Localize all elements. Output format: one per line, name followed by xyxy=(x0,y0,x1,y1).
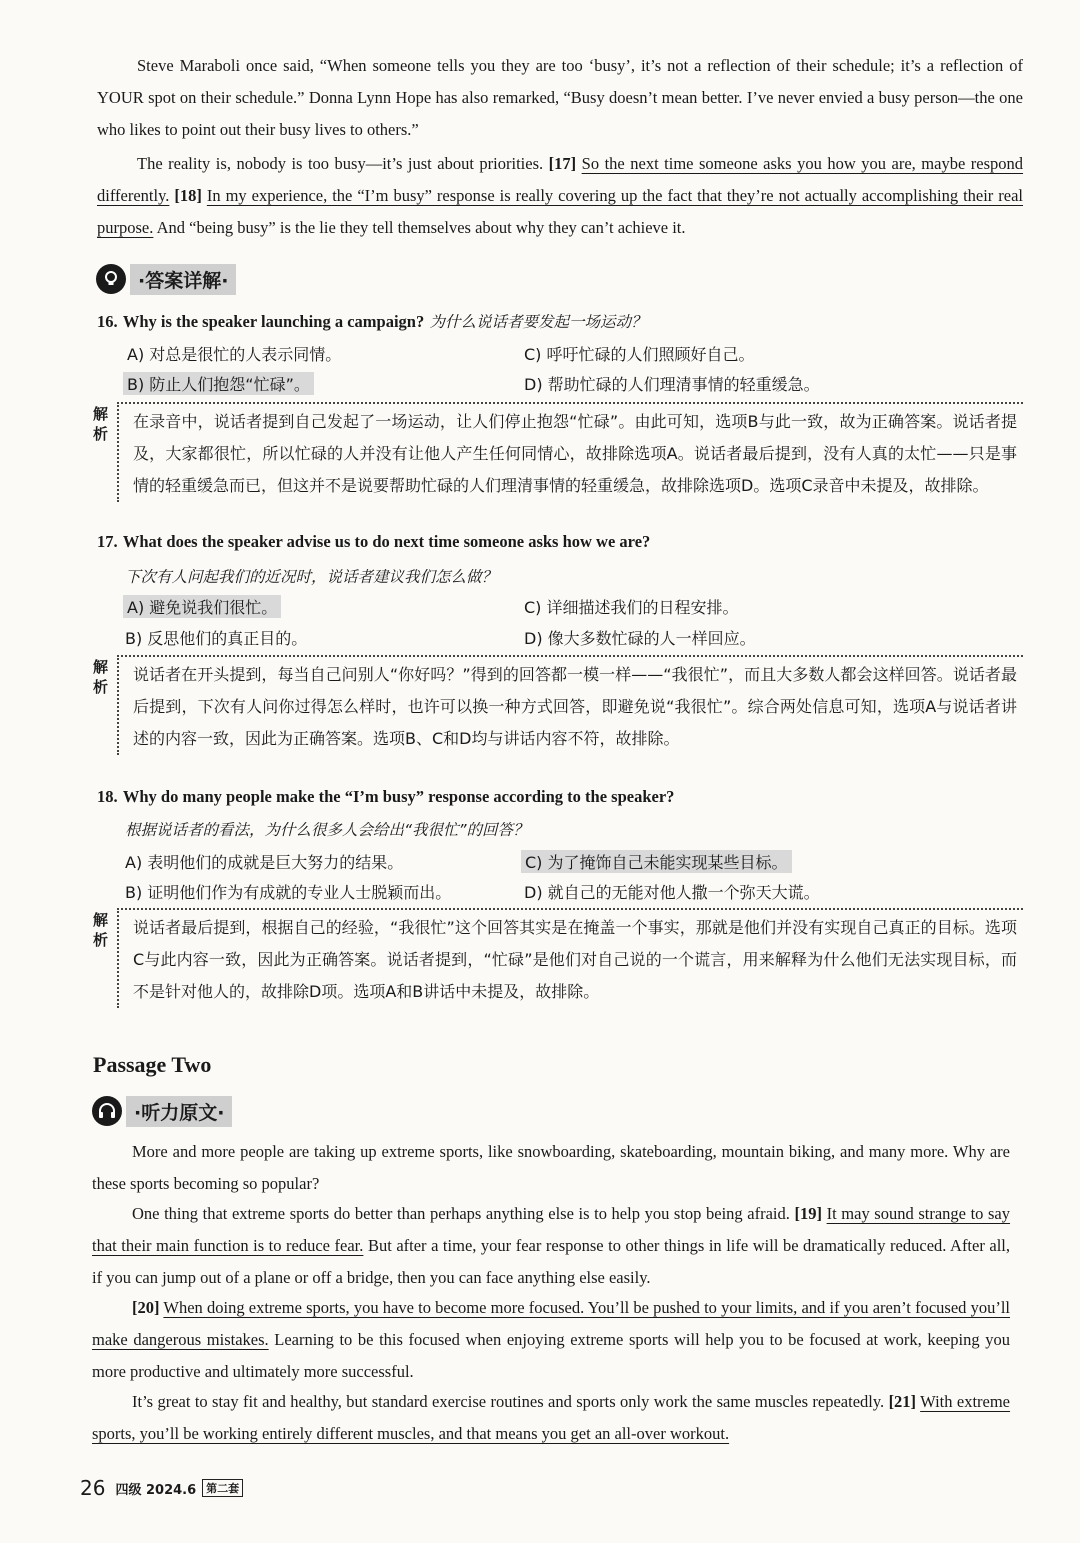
question-16-chinese: 为什么说话者要发起一场运动？ xyxy=(429,313,647,331)
q16-analysis-label: 解析 xyxy=(93,405,109,443)
answers-header-label: ·答案详解· xyxy=(130,264,236,295)
set-badge: 第二套 xyxy=(202,1479,243,1497)
underlined-19: It may sound strange to say that their main function is to reduce fear. xyxy=(92,1204,1011,1255)
q16-option-a: A) 对总是很忙的人表示同情。 xyxy=(127,345,342,364)
q16-option-d: D) 帮助忙碌的人们理清事情的轻重缓急。 xyxy=(524,375,820,394)
headphones-icon xyxy=(92,1096,122,1126)
question-17-chinese: 下次有人问起我们的近况时，说话者建议我们怎么做？ xyxy=(125,568,498,586)
question-16-english: Why is the speaker launching a campaign? xyxy=(122,312,425,331)
q16-option-b-correct: B) 防止人们抱怨“忙碌”。 xyxy=(123,372,314,395)
passage2-p3-text-b: Learning to be this focused when enjoying extreme sports will help you to be focused at work, keeping you more productive and ultimately more successful. xyxy=(92,1330,1011,1381)
q17-option-a-correct: A) 避免说我们很忙。 xyxy=(123,595,281,618)
issue-label: 四级 2024.6 xyxy=(115,1482,197,1498)
passage1-paragraph-1 xyxy=(97,50,1023,146)
question-17-number: 17. xyxy=(97,532,118,551)
page-number: 26 xyxy=(80,1476,106,1500)
question-18 xyxy=(97,787,674,807)
question-18-number: 18. xyxy=(97,787,118,806)
passage2-paragraph-3 xyxy=(92,1292,1010,1388)
passage2-paragraph-1: More and more people are taking up extreme sports, like snowboarding, skateboarding, mountain biking, and many more. Why are these sports becoming so popular? xyxy=(92,1142,1010,1193)
marker-18: [18] xyxy=(174,186,202,205)
question-18-chinese: 根据说话者的看法，为什么很多人会给出“我很忙”的回答？ xyxy=(125,821,529,839)
passage1-p2-text-a: The reality is, nobody is too busy—it’s just about priorities. xyxy=(137,154,544,173)
q18-option-c-correct: C) 为了掩饰自己未能实现某些目标。 xyxy=(521,850,792,873)
q17-analysis-label: 解析 xyxy=(93,658,109,696)
answers-section-header xyxy=(96,262,236,296)
underlined-20: When doing extreme sports, you have to become more focused. You’ll be pushed to your limits, and if you aren’t focused you’ll make dangerous mistakes. xyxy=(92,1298,1010,1349)
marker-17: [17] xyxy=(548,154,577,173)
passage2-p2-text-b: But after a time, your fear response to other things in life will be dramatically reduced. After all, if you can jump out of a plane or off a bridge, then you can face anything else easily. xyxy=(92,1236,1010,1287)
q17-analysis-text: 说话者在开头提到，每当自己问别人“你好吗？”得到的回答都一模一样——“我很忙”，而且大多数人都会这样回答。说话者最后提到，下次有人问你过得怎么样时，也许可以换一种方式回答，即避免说“我很忙”。综合两处信息可知，选项A与说话者讲述的内容一致，因此为正确答案。选项B、C和D均与讲话内容不符，故排除。 xyxy=(117,655,1023,755)
q16-analysis xyxy=(93,402,1023,530)
transcript-header-label: ·听力原文· xyxy=(126,1096,232,1127)
marker-19: [19] xyxy=(794,1204,822,1223)
q18-option-b: B) 证明他们作为有成就的专业人士脱颖而出。 xyxy=(125,883,452,902)
passage1-paragraph-2 xyxy=(97,148,1023,244)
question-16 xyxy=(97,310,646,332)
passage2-p4-text-a: It’s great to stay fit and healthy, but standard exercise routines and sports only work the same muscles repeatedly. xyxy=(132,1392,885,1411)
underlined-21: With extreme sports, you’ll be working entirely different muscles, and that means you get an all-over workout. xyxy=(92,1392,1011,1443)
question-18-english: Why do many people make the “I’m busy” response according to the speaker? xyxy=(122,787,675,806)
passage2-paragraph-2 xyxy=(92,1198,1010,1294)
question-17 xyxy=(97,532,650,552)
passage-two-title: Passage Two xyxy=(93,1052,212,1077)
passage2-paragraph-4 xyxy=(92,1386,1010,1450)
underlined-17: So the next time someone asks you how you are, maybe respond differently. xyxy=(97,154,1024,205)
q18-analysis-label: 解析 xyxy=(93,911,109,949)
question-16-number: 16. xyxy=(97,312,118,331)
passage1-p2-text-b: And “being busy” is the lie they tell themselves about why they can’t achieve it. xyxy=(156,218,686,237)
underlined-18: In my experience, the “I’m busy” response is really covering up the fact that they’re not actually accomplishing their real purpose. xyxy=(97,186,1024,237)
page-footer xyxy=(80,1476,243,1500)
question-17-english: What does the speaker advise us to do next time someone asks how we are? xyxy=(122,532,651,551)
q17-option-c: C) 详细描述我们的日程安排。 xyxy=(524,598,739,617)
lightbulb-icon xyxy=(96,264,126,294)
q16-option-c: C) 呼吁忙碌的人们照顾好自己。 xyxy=(524,345,755,364)
marker-21: [21] xyxy=(888,1392,917,1411)
q16-analysis-text: 在录音中，说话者提到自己发起了一场运动，让人们停止抱怨“忙碌”。由此可知，选项B与此一致，故为正确答案。说话者提及，大家都很忙，所以忙碌的人并没有让他人产生任何同情心，故排除选项A。说话者最后提到，没有人真的太忙——只是事情的轻重缓急而已，但这并不是说要帮助忙碌的人们理清事情的轻重缓急，故排除选项D。选项C录音中未提及，故排除。 xyxy=(117,402,1023,502)
q18-option-d: D) 就自己的无能对他人撒一个弥天大谎。 xyxy=(524,883,820,902)
transcript-section-header xyxy=(92,1094,232,1128)
marker-20: [20] xyxy=(132,1298,160,1317)
passage1-p1-text: Steve Maraboli once said, “When someone tells you they are too ‘busy’, it’s not a reflection of their schedule; it’s a reflection of YOUR spot on their schedule.” Donna Lynn Hope has also remarked, “Busy doesn’t mean better. I’ve never envied a busy person—the one who likes to point out their busy lives to others.” xyxy=(97,56,1023,139)
q18-option-a: A) 表明他们的成就是巨大努力的结果。 xyxy=(125,853,404,872)
q17-option-d: D) 像大多数忙碌的人一样回应。 xyxy=(524,629,756,648)
q18-analysis-text: 说话者最后提到，根据自己的经验，“我很忙”这个回答其实是在掩盖一个事实，那就是他们并没有实现自己真正的目标。选项C与此内容一致，因此为正确答案。说话者提到，“忙碌”是他们对自己说的一个谎言，用来解释为什么他们无法实现目标，而不是针对他人的，故排除D项。选项A和B讲话中未提及，故排除。 xyxy=(117,908,1023,1008)
q17-option-b: B) 反思他们的真正目的。 xyxy=(125,629,308,648)
passage2-p2-text-a: One thing that extreme sports do better than perhaps anything else is to help you stop being afraid. xyxy=(132,1204,790,1223)
q18-analysis xyxy=(93,908,1023,1036)
q17-analysis xyxy=(93,655,1023,783)
